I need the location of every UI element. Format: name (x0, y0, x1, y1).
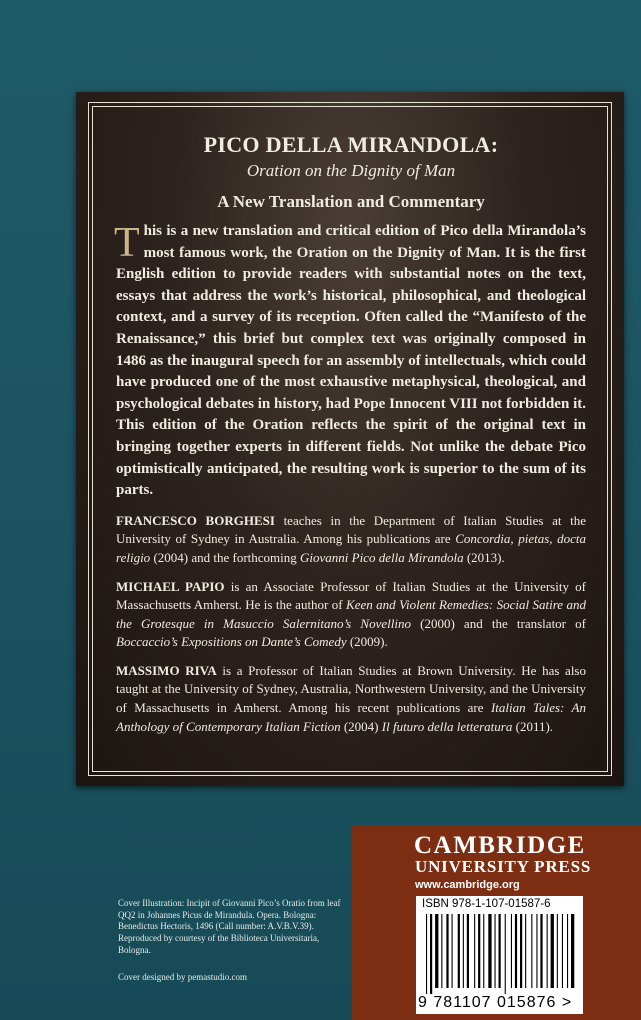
barcode-bar (525, 914, 526, 988)
barcode-bar (441, 914, 442, 988)
author-bio (116, 578, 586, 652)
isbn-label: ISBN 978-1-107-01587-6 (422, 898, 551, 910)
author-name: MASSIMO RIVA (116, 662, 217, 678)
barcode-bar (426, 914, 427, 994)
book-description (116, 221, 586, 502)
bio-text: (2004) (340, 718, 382, 734)
bio-text: (2004) and the forthcoming (150, 549, 301, 565)
barcode-bar (474, 914, 475, 988)
barcode-bar (452, 914, 453, 988)
barcode-bar (499, 914, 501, 988)
barcode-bar (547, 914, 548, 988)
barcode-bar (571, 914, 574, 988)
bio-text: is an Associate Professor of Italian Studies at the University of Massachusetts Amherst. He is the author of (116, 578, 586, 613)
barcode-bar (483, 914, 484, 988)
blurb-panel (76, 92, 624, 786)
barcode-bar (531, 914, 532, 988)
barcode-bar (430, 914, 432, 994)
publisher-subname: UNIVERSITY PRESS (415, 857, 592, 876)
barcode-bar (488, 914, 491, 988)
book-subtitle: Oration on the Dignity of Man (246, 161, 456, 180)
barcode-bar (567, 914, 568, 988)
barcode-bar (478, 914, 480, 988)
barcode-bar (505, 914, 506, 994)
barcode-bar (495, 914, 496, 988)
bio-text: (2000) and the translator of (410, 615, 586, 631)
barcode-bar (446, 914, 448, 988)
bio-title: Boccaccio’s Expositions on Dante’s Comedy (116, 634, 347, 650)
barcode-bar (515, 914, 517, 988)
barcode-bar (536, 914, 537, 988)
description-text: his is a new translation and critical edition of Pico della Mirandola’s most famous work, the Oration on the Dignity of Man. It is the first English edition to provide readers with substantial notes on the text, essays that address the work’s historical, philosophical, and theological context, and a survey of its reception. Often called the “Manifesto of the Renaissance,” this brief but complex text was originally composed in 1486 as the inaugural speech for an assembly of intellectuals, which could have produced one of the most exhaustive metaphysical, theological, and psychological debates in history, had Pope Innocent VIII not forbidden it. This edition of the Oration reflects the spirit of the original text in bringing together experts in different fields. Not unlike the debate Pico optimistically anticipated, the resulting work is superior to the sum of its parts. (116, 223, 586, 499)
barcode-bar (557, 914, 558, 988)
barcode-bar (458, 914, 460, 988)
barcode-digits: 9 781107 015876 > (418, 994, 573, 1011)
drop-cap: T (114, 220, 140, 266)
barcode-bar (520, 914, 522, 988)
bio-text: (2009). (346, 634, 388, 650)
book-series-line: A New Translation and Commentary (217, 192, 485, 211)
blurb-content (116, 132, 586, 736)
publisher-url: www.cambridge.org (415, 879, 520, 891)
author-name: MICHAEL PAPIO (116, 578, 225, 594)
bio-title: Il futuro della letteratura (381, 718, 513, 734)
bio-text: (2013). (463, 549, 505, 565)
barcode-panel (416, 896, 583, 1014)
bio-text: is a Professor of Italian Studies at Brown University. He has also taught at the University of Sydney, Australia, Northwestern University, and the University of Massachusetts in Amherst. Among his recent publications are (116, 662, 586, 716)
bio-title: Italian Tales: An Anthology of Contemporary Italian Fiction (116, 700, 586, 734)
barcode-bar (551, 914, 554, 988)
bio-title: Concordia, pietas, docta religio (116, 531, 586, 565)
author-bio (116, 512, 586, 568)
author-bio (116, 662, 586, 736)
publisher-box (352, 826, 641, 1020)
barcode-bar (511, 914, 512, 988)
barcode-bar (562, 914, 563, 988)
bio-text: (2011). (512, 718, 554, 734)
barcode-image (420, 914, 579, 994)
author-name: FRANCESCO BORGHESI (116, 512, 275, 528)
cover-illustration-credit: Cover Illustration: Incipit of Giovanni Pico’s Oratio from leaf QQ2 in Johannes Picus de Mirandula. Opera. Bologna: Benedictus Hectoris, 1496 (Call number: A.V.B.V.39). Reproduced by courtesy of the Biblioteca Universitaria, Bologna. (118, 898, 341, 955)
publisher-name: CAMBRIDGE (414, 832, 586, 859)
barcode-bar (463, 914, 464, 988)
barcode-bar (435, 914, 438, 988)
barcode-bar (467, 914, 469, 988)
book-title: PICO DELLA MIRANDOLA: (203, 132, 499, 157)
barcode-bar (540, 914, 542, 988)
bio-title: Keen and Violent Remedies: Social Satire and the Grotesque in Masuccio Salernitano’s Novellino (116, 597, 586, 631)
bio-text: teaches in the Department of Italian Studies at the University of Sydney in Australia. Among his publications are (116, 512, 586, 547)
bio-title: Giovanni Pico della Mirandola (300, 549, 464, 565)
cover-designer-credit: Cover designed by pemastudio.com (118, 972, 247, 982)
